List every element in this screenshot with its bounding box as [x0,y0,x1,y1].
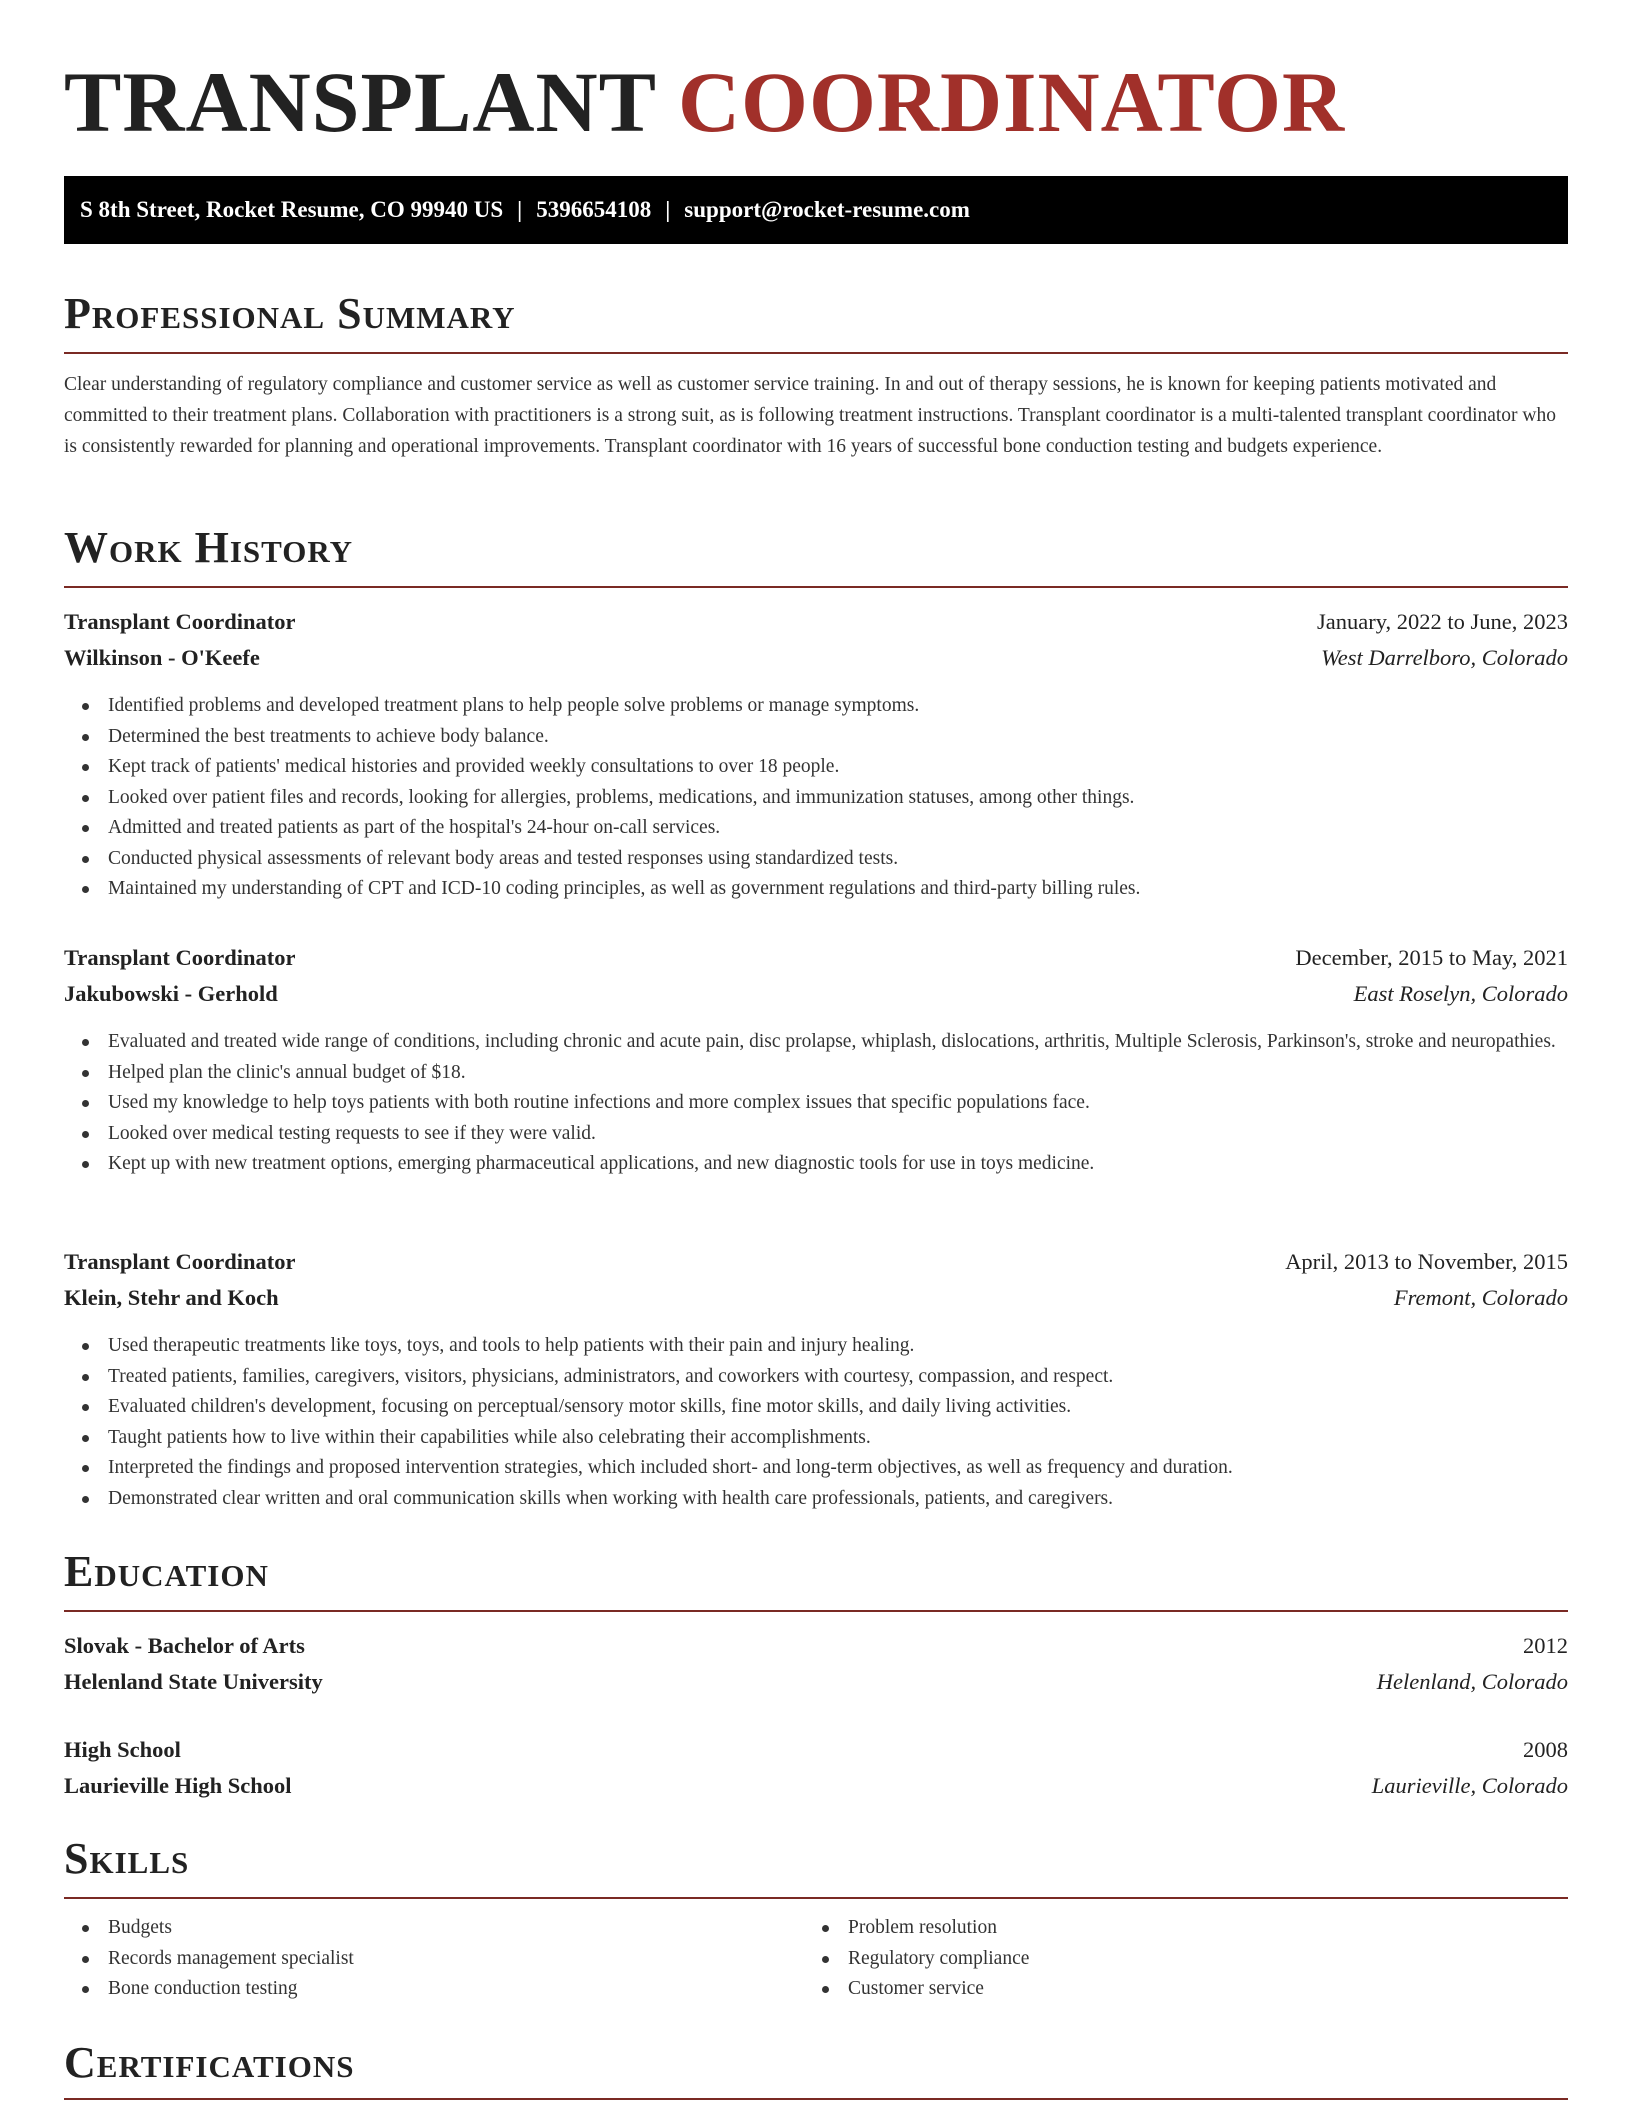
job-bullet: Maintained my understanding of CPT and ICD-10 coding principles, as well as government regulations and third-party billing rules. [64,874,1568,905]
education-school: Laurieville High School [64,1773,292,1798]
education-degree: Slovak - Bachelor of Arts [64,1633,305,1658]
job-bullet: Used therapeutic treatments like toys, toys, and tools to help patients with their pain and injury healing. [64,1331,1568,1362]
skills-heading: Skills [64,1834,190,1883]
job-bullet: Conducted physical assessments of relevant body areas and tested responses using standardized tests. [64,844,1568,875]
summary-heading: Professional Summary [64,289,516,338]
job-bullet: Admitted and treated patients as part of the hospital's 24-hour on-call services. [64,813,1568,844]
job-bullet: Identified problems and developed treatment plans to help people solve problems or manage symptoms. [64,691,1568,722]
job-bullet: Kept track of patients' medical histories and provided weekly consultations to over 18 people. [64,752,1568,783]
job-location: West Darrelboro, Colorado [1321,645,1568,670]
job-entry [64,604,1568,676]
job-title: Transplant Coordinator [64,945,296,970]
education-year: 2012 [1523,1633,1568,1658]
job-entry [64,940,1568,1012]
skills-list-left [64,1913,764,2005]
job-company: Klein, Stehr and Koch [64,1285,279,1310]
job-bullets [64,691,1568,905]
skills-list-right [804,1913,1504,2005]
job-dates: December, 2015 to May, 2021 [1295,945,1568,970]
job-bullet: Looked over patient files and records, looking for allergies, problems, medications, and immunization statuses, among other things. [64,783,1568,814]
certifications-heading: Certifications [64,2038,355,2087]
title-first-word: TRANSPLANT [64,54,656,150]
contact-separator: | [665,197,671,222]
job-company: Jakubowski - Gerhold [64,981,278,1006]
education-entry [64,1732,1568,1804]
skill-item: Problem resolution [804,1913,1504,1944]
job-bullet: Interpreted the findings and proposed intervention strategies, which included short- and long-term objectives, as well as frequency and duration. [64,1453,1568,1484]
education-heading: Education [64,1547,269,1596]
job-dates: April, 2013 to November, 2015 [1285,1249,1568,1274]
education-school: Helenland State University [64,1669,323,1694]
contact-separator: | [517,197,523,222]
section-divider [64,586,1568,588]
summary-text: Clear understanding of regulatory compliance and customer service as well as customer service training. In and out of therapy sessions, he is known for keeping patients motivated and committed to their treatment plans. Collaboration with practitioners is a strong suit, as is following treatment instructions. Transplant coordinator is a multi-talented transplant coordinator who is consistently rewarded for planning and operational improvements. Transplant coordinator with 16 years of successful bone conduction testing and budgets experience. [64,374,1557,457]
job-location: East Roselyn, Colorado [1353,981,1568,1006]
job-entry [64,1244,1568,1316]
job-company: Wilkinson - O'Keefe [64,645,260,670]
job-bullet: Evaluated and treated wide range of conditions, including chronic and acute pain, disc prolapse, whiplash, dislocations, arthritis, Multiple Sclerosis, Parkinson's, stroke and neuropathies. [64,1027,1568,1058]
contact-phone[interactable]: 5396654108 [536,197,652,222]
skill-item: Customer service [804,1974,1504,2005]
job-title: Transplant Coordinator [64,609,296,634]
job-location: Fremont, Colorado [1393,1285,1568,1310]
skill-item: Budgets [64,1913,764,1944]
education-degree: High School [64,1737,181,1762]
contact-address: S 8th Street, Rocket Resume, CO 99940 US [80,197,504,222]
section-divider [64,1610,1568,1612]
job-bullet: Looked over medical testing requests to see if they were valid. [64,1119,1568,1150]
contact-bar [64,176,1568,244]
resume-title [64,52,1345,152]
skill-item: Regulatory compliance [804,1944,1504,1975]
education-location: Helenland, Colorado [1376,1669,1568,1694]
job-bullet: Evaluated children's development, focusing on perceptual/sensory motor skills, fine motor skills, and daily living activities. [64,1392,1568,1423]
section-divider [64,352,1568,354]
job-bullet: Taught patients how to live within their capabilities while also celebrating their accomplishments. [64,1423,1568,1454]
education-year: 2008 [1523,1737,1568,1762]
contact-email[interactable]: support@rocket-resume.com [684,197,970,222]
job-bullet: Kept up with new treatment options, emerging pharmaceutical applications, and new diagnostic tools for use in toys medicine. [64,1149,1568,1180]
job-bullet: Helped plan the clinic's annual budget of $18. [64,1058,1568,1089]
job-bullet: Determined the best treatments to achieve body balance. [64,722,1568,753]
education-location: Laurieville, Colorado [1371,1773,1568,1798]
job-bullet: Used my knowledge to help toys patients with both routine infections and more complex issues that specific populations face. [64,1088,1568,1119]
job-bullets [64,1027,1568,1180]
skill-item: Bone conduction testing [64,1974,764,2005]
job-bullet: Demonstrated clear written and oral communication skills when working with health care professionals, patients, and caregivers. [64,1484,1568,1515]
section-divider [64,1897,1568,1899]
education-entry [64,1628,1568,1700]
skill-item: Records management specialist [64,1944,764,1975]
job-bullet: Treated patients, families, caregivers, visitors, physicians, administrators, and coworkers with courtesy, compassion, and respect. [64,1362,1568,1393]
job-title: Transplant Coordinator [64,1249,296,1274]
title-second-word: COORDINATOR [677,54,1346,150]
section-divider [64,2098,1568,2100]
job-dates: January, 2022 to June, 2023 [1316,609,1568,634]
job-bullets [64,1331,1568,1514]
work-history-heading: Work History [64,523,354,572]
